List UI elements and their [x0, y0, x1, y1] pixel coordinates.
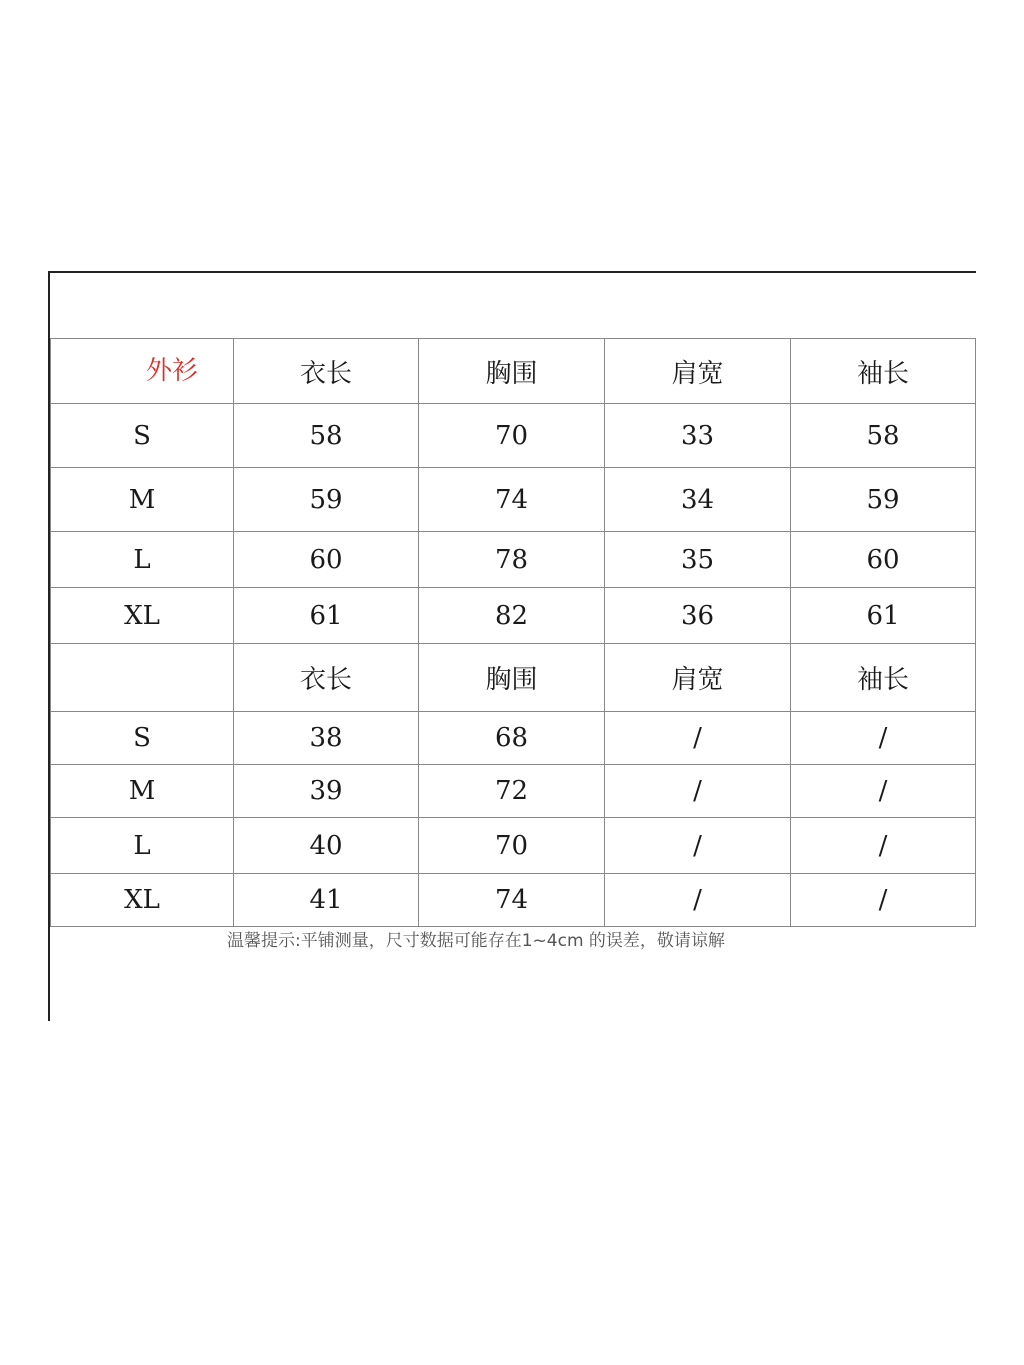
- cell-sleeve: 61: [791, 588, 976, 644]
- table-row: [51, 765, 976, 818]
- size-label: M: [51, 468, 234, 532]
- cell-shoulder: /: [605, 818, 791, 874]
- empty-cell: [51, 644, 234, 712]
- cell-length: 60: [234, 532, 419, 588]
- cell-shoulder: /: [605, 765, 791, 818]
- header-shoulder: 肩宽: [605, 644, 791, 712]
- table-header-row: [51, 339, 976, 404]
- size-label: M: [51, 765, 234, 818]
- header-sleeve: 袖长: [791, 339, 976, 404]
- frame-top-border: [48, 271, 976, 273]
- table-row: [51, 874, 976, 927]
- size-label: XL: [51, 588, 234, 644]
- cell-length: 61: [234, 588, 419, 644]
- cell-length: 41: [234, 874, 419, 927]
- table-row: [51, 468, 976, 532]
- header-length: 衣长: [234, 644, 419, 712]
- cell-length: 39: [234, 765, 419, 818]
- cell-chest: 68: [419, 712, 605, 765]
- table-row: [51, 712, 976, 765]
- cell-length: 59: [234, 468, 419, 532]
- cell-sleeve: /: [791, 874, 976, 927]
- cell-length: 58: [234, 404, 419, 468]
- table-title-cell: [51, 339, 234, 404]
- cell-chest: 70: [419, 404, 605, 468]
- cell-shoulder: 35: [605, 532, 791, 588]
- cell-chest: 78: [419, 532, 605, 588]
- size-label: XL: [51, 874, 234, 927]
- table-row: [51, 588, 976, 644]
- size-chart-table: [50, 338, 976, 927]
- size-label: L: [51, 532, 234, 588]
- cell-length: 40: [234, 818, 419, 874]
- cell-chest: 82: [419, 588, 605, 644]
- header-length: 衣长: [234, 339, 419, 404]
- cell-chest: 74: [419, 874, 605, 927]
- cell-sleeve: /: [791, 765, 976, 818]
- cell-sleeve: /: [791, 712, 976, 765]
- cell-shoulder: /: [605, 712, 791, 765]
- size-label: L: [51, 818, 234, 874]
- header-chest: 胸围: [419, 644, 605, 712]
- table-row: [51, 532, 976, 588]
- cell-chest: 70: [419, 818, 605, 874]
- cell-shoulder: 33: [605, 404, 791, 468]
- table-row: [51, 818, 976, 874]
- table-row: [51, 404, 976, 468]
- cell-shoulder: 36: [605, 588, 791, 644]
- measurement-note: 温馨提示:平铺测量，尺寸数据可能存在1~4cm 的误差，敬请谅解: [227, 931, 725, 951]
- cell-shoulder: /: [605, 874, 791, 927]
- cell-length: 38: [234, 712, 419, 765]
- cell-sleeve: 58: [791, 404, 976, 468]
- size-label: S: [51, 712, 234, 765]
- cell-shoulder: 34: [605, 468, 791, 532]
- table-title: 外衫: [145, 355, 198, 386]
- cell-chest: 72: [419, 765, 605, 818]
- cell-sleeve: 59: [791, 468, 976, 532]
- cell-sleeve: /: [791, 818, 976, 874]
- size-label: S: [51, 404, 234, 468]
- header-sleeve: 袖长: [791, 644, 976, 712]
- header-shoulder: 肩宽: [605, 339, 791, 404]
- cell-sleeve: 60: [791, 532, 976, 588]
- header-chest: 胸围: [419, 339, 605, 404]
- table-subheader-row: [51, 644, 976, 712]
- cell-chest: 74: [419, 468, 605, 532]
